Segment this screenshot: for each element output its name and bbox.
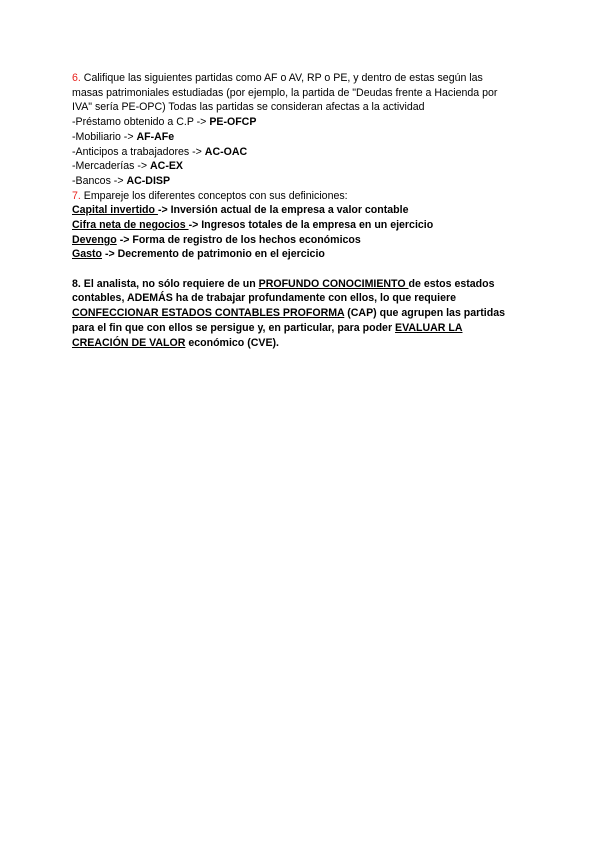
q7-term: Gasto	[72, 248, 103, 261]
q6-item-bancos	[72, 174, 532, 189]
q7-pair-capital	[72, 203, 532, 218]
q6-intro-line-2: masas patrimoniales estudiadas (por ejemplo, la partida de "Deudas frente a Hacienda por	[72, 86, 498, 99]
q7-term: Cifra neta de negocios	[72, 219, 189, 232]
q7-definition: -> Decremento de patrimonio en el ejercicio	[102, 248, 325, 261]
q8-line-2: contables, ADEMÁS ha de trabajar profundamente con ellos, lo que requiere	[72, 292, 457, 305]
q8-emphasis: PROFUNDO CONOCIMIENTO	[258, 277, 409, 290]
q8-emphasis: CREACIÓN DE VALOR	[72, 336, 186, 349]
q6-number: 6.	[72, 72, 81, 84]
q8-text: 8. El analista, no sólo requiere de un	[72, 277, 259, 290]
q6-item-label: -Préstamo obtenido a C.P ->	[72, 116, 210, 129]
q6-item-answer: PE-OFCP	[209, 116, 257, 129]
q8-text: para el fin que con ellos se persigue y, en particular, para poder	[72, 321, 396, 334]
q6-intro-line-3: IVA" sería PE-OPC) Todas las partidas se consideran afectas a la actividad	[72, 101, 425, 114]
q7-term: Devengo	[72, 233, 117, 246]
q6-item-prestamo	[72, 115, 532, 130]
q6-item-mobiliario	[72, 130, 532, 145]
q7-number: 7.	[72, 189, 81, 202]
q6-item-label: -Mercaderías ->	[72, 160, 151, 173]
q7-pair-cifra	[72, 218, 532, 233]
q6-item-answer: AF-AFe	[136, 130, 175, 143]
q7-definition: -> Forma de registro de los hechos económicos	[116, 233, 361, 246]
q8-text: económico (CVE).	[185, 336, 279, 349]
q6-item-label: -Anticipos a trabajadores ->	[72, 145, 205, 158]
q8-text: de estos estados	[408, 277, 495, 290]
q7-pair-gasto	[72, 247, 532, 262]
q8-line-4	[72, 321, 532, 336]
q7-definition: -> Ingresos totales de la empresa en un ejercicio	[188, 219, 434, 232]
q8-line-3	[72, 306, 532, 321]
q7-definition: -> Inversión actual de la empresa a valor contable	[157, 204, 409, 217]
q6-item-label: -Bancos ->	[72, 174, 127, 187]
q7-intro-text: Empareje los diferentes conceptos con sus definiciones:	[80, 189, 348, 202]
q8-line-1	[72, 277, 532, 292]
q6-item-answer: AC-OAC	[204, 145, 248, 158]
q6-item-answer: AC-EX	[150, 160, 183, 173]
q6-item-label: -Mobiliario ->	[72, 130, 137, 143]
q8-paragraph	[72, 277, 532, 351]
q6-item-anticipos	[72, 145, 532, 160]
q8-emphasis: EVALUAR LA	[395, 321, 463, 334]
q7-intro-line	[72, 189, 532, 204]
q6-intro-text-1: Califique las siguientes partidas como AF o AV, RP o PE, y dentro de estas según las	[80, 72, 483, 84]
q8-emphasis: CONFECCIONAR ESTADOS CONTABLES PROFORMA	[72, 307, 345, 320]
document-content	[72, 71, 532, 350]
q7-term: Capital invertido	[72, 204, 158, 217]
q6-intro-line-1	[72, 71, 532, 86]
q7-pair-devengo	[72, 233, 532, 248]
q8-line-5	[72, 336, 532, 351]
paragraph-spacer	[72, 262, 532, 277]
q8-text: (CAP) que agrupen las partidas	[344, 307, 505, 320]
q6-item-answer: AC-DISP	[126, 174, 171, 187]
q6-item-mercaderias	[72, 159, 532, 174]
